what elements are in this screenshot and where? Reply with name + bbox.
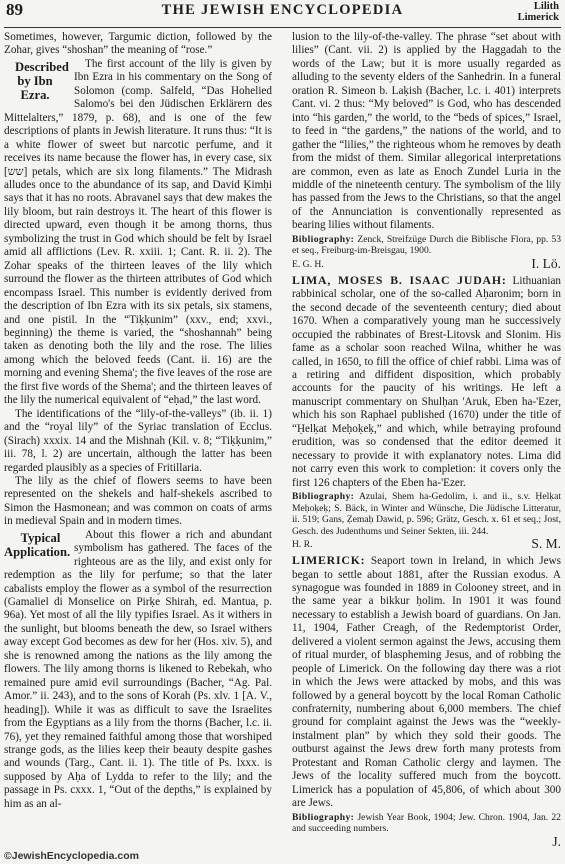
signature-author: J. <box>552 833 561 849</box>
signature <box>292 835 561 849</box>
entry-heading: LIMA, MOSES B. ISAAC JUDAH: <box>292 272 507 287</box>
page-number: 89 <box>6 0 23 19</box>
signature-initials: H. R. <box>292 539 313 551</box>
signature-author: S. M. <box>531 536 561 552</box>
paragraph <box>4 58 272 408</box>
signature <box>292 537 561 551</box>
head-word-first: Lilith <box>533 1 559 12</box>
sidenote-typical-application: Typical Application. <box>4 530 71 559</box>
paragraph: The lily as the chief of flowers seems to have been represented on the shekels and half-shekels ascribed to Simon the Hasmonean; and was common on coats of arms in medieval Spain and in modern times. <box>4 474 272 528</box>
site-watermark: ©JewishEncyclopedia.com <box>4 850 139 862</box>
paragraph: lusion to the lily-of-the-valley. The phrase “set about with lilies” (Cant. vii. 2) is applied by the Haggadah to the words of the Law; but it is more usually regarded as alluding to the seventy elders of the Sanhedrin. In a funeral oration R. Simeon b. Laḳish (Bacher, l.c. i. 401) interprets Cant. vi. 2 thus: “My beloved” is God, who has descended into “his garden,” the world, to the “beds of spices,” Israel, to feed in “the gardens,” the nations of the world, and to gather the “lilies,” the righteous whom he removes by death from the midst of them. Similar allegorical interpretations are common, even as late as Enoch Zundel Luria in the middle of the nineteenth century. The symbolism of the lily has passed from the Jews to the Christians, so that the angel of the Annunciation is conventionally represented as bearing lilies without filaments. <box>292 31 561 232</box>
paragraph-text: The first account of the lily is given by Ibn Ezra in his commentary on the Song of Solomon (comp. Salfeld, “Das Hohelied Salomo's bei den Jüdischen Erklärern des Mittelalters,” 1879, p. 68), and is one of the few descriptions of plants in Jewish literature. It runs thus: “It is a white flower of sweet but narcotic perfume, and it receives its name because the flower has, in every case, six [שש] petals, which are six long filaments.” The Midrash alludes once to the abundance of its sap, and David Ḳimḥi says that it has no roots. Abravanel says that dew makes the lily bloom, but rain destroys it. The heart of this flower is directed upward, even though it be among thorns, thus symbolizing the trust in God which should be felt by Israel amid all afflictions (Lev. R. xxiii. 1; Cant. R. ii. 2). The Zohar speaks of the thirteen leaves of the lily which surround the flower as the thirteen attributes of God which encompass Israel. This number is evidently derived from the description of Ibn Ezra with its six petals, six stamens, and one pistil. In the “Tiḳḳunim” (xxv., end; xxvi., beginning) the theme is varied, the “shoshannah” being taken as denoting both the lily and the rose. The lilies among which the beloved feeds (Cant. ii. 16) are the morning and evening Shema'; the five leaves of the rose are the first five words of the Shema'; and the thirteen leaves of the lily the numerical equivalent of “eḥad,” the last word. <box>4 57 272 407</box>
paragraph-text: About this flower a rich and abundant symbolism has gathered. The faces of the righteous are as the lily, and exist only for redemption as the lily for perfume; so that the later cabalists employ the flower as a symbol of the resurrection (Gamaliel di Monselice on Pirḳe Shirah, ed. Mantua, p. 96a). Yet most of all the lily typifies Israel. As it withers in the sunlight, but blooms beneath the dew, so Israel withers away except God becomes as dew for her (Hos. xiv. 5), and she is renowned among the nations as the lily among the flowers. The lily among thorns is likened to Rebekah, who remained pure amid evil surroundings (Bacher, “Ag. Pal. Amor.” ii. 243), and to the sons of Korah (Ps. xlv. 1 [A. V., heading]). While it was as difficult to save the Israelites from the Egyptians as a lily from the thorns (Bacher, l.c. ii. 76), yet they remained faithful among those that worshiped strange gods, as the lilies keep their beauty despite gashes and wounds (Targ., Cant. ii. 1). The title of Ps. lxxx. is supposed by Aḥa of Lydda to refer to the lily; and the passage in Ps. cxxx. 1, “Out of the depths,” is explained by him as an al- <box>4 528 272 810</box>
head-word-last: Limerick <box>517 12 559 23</box>
header-rule <box>4 27 561 28</box>
bibliography-label: Bibliography: <box>292 811 355 823</box>
bibliography-text: Zenck, Streifzüge Durch die Biblische Flora, pp. 53 et seq., Freiburg-im-Breisgau, 1900. <box>292 233 561 257</box>
paragraph: Sometimes, however, Targumic diction, followed by the Zohar, gives “shoshan” the meaning of “rose.” <box>4 31 272 57</box>
bibliography <box>292 812 561 835</box>
entry-heading: LIMERICK: <box>292 553 366 568</box>
entry-lima <box>292 274 561 490</box>
paragraph <box>4 529 272 812</box>
running-title: THE JEWISH ENCYCLOPEDIA <box>161 2 404 18</box>
right-column <box>292 31 561 852</box>
bibliography <box>292 234 561 257</box>
bibliography-label: Bibliography: <box>292 233 355 245</box>
page-header <box>6 0 559 28</box>
paragraph: The identifications of the “lily-of-the-valleys” (ib. ii. 1) and the “royal lily” of the Syriac translation of Ecclus. (Sirach) xxxix. 14 and the Mishnah (Kil. v. 8; “Tiḳḳunim,” iii. 78, l. 2) are uncertain, although the latter has been regarded plausibly as a species of Fritillaria. <box>4 407 272 474</box>
sidenote-described-by-ibn-ezra: Described by Ibn Ezra. <box>15 59 69 102</box>
entry-text: Seaport town in Ireland, in which Jews began to settle about 1881, after the Russian exodus. A synagogue was founded in 1889 in Colooney street, and in the same year a bikkur ḥolim. In 1901 it was found necessary to establish a Jewish board of guardians. On Jan. 11, 1904, Father Creagh, of the Redemptorist Order, delivered a violent sermon against the Jews, accusing them of ritual murder, of blaspheming Jesus, and of robbing the people of Limerick. On the following day there was a riot in which the Jews were attacked by mobs, and this was followed by a general boycott by the local Roman Catholic confraternity, numbering about 6,000 members. The chief ground for complaint against the Jews was the “weekly-instalment plan” by which they sold their goods. The outburst against the Jews drew forth many protests from Protestant and Roman Catholic clergy and laymen. The Jews of the locality suffered much from the boycott. Limerick has a population of 45,806, of which about 300 are Jews. <box>292 555 561 810</box>
running-head-words <box>518 1 559 23</box>
bibliography-text: Azulai, Shem ha-Gedolim, i. and ii., s.v. Ḥelḳat Meḥoḳeḳ; S. Bäck, in Winter and Wünsche, Die Jüdische Litteratur, ii. 519; Gans, Ẓemaḥ Dawid, p. 596; Grätz, Gesch. x. 61 et seq.; Jost, Gesch. des Judenthums und Seiner Sekten, iii. 244. <box>292 491 562 537</box>
bibliography-label: Bibliography: <box>292 491 355 503</box>
signature-author: I. Lö. <box>531 255 561 271</box>
entry-text: Lithuanian rabbinical scholar, one of the so-called Aḥaronim; born in the second decade of the seventeenth century; died about 1670. When a comparatively young man he successively occupied the rabbinates of Brest-Litovsk and Slonim. His fame as a scholar soon reached Wilna, whither he was called, in 1650, to fill the office of chief rabbi. Lima was of a retiring and diffident disposition, which probably accounts for the paucity of his writings. He left a manuscript commentary on Shulḥan 'Aruk, Eben ha-'Ezer, which his son Raphael published (1670) under the title of “Ḥelḳat Meḥoḳeḳ,” and which, while betraying profound erudition, was so condensed that the editor deemed it necessary to provide it with explanatory notes. Lima did not carry even this work to completion: it covers only the first 126 chapters of the Eben ha-'Ezer. <box>292 274 562 489</box>
bibliography <box>292 491 561 537</box>
left-column <box>4 31 272 811</box>
signature-initials: E. G. H. <box>292 258 324 270</box>
entry-limerick <box>292 554 561 811</box>
signature <box>292 257 561 271</box>
bibliography-text: Jewish Year Book, 1904; Jew. Chron. 1904, Jan. 22 and succeeding numbers. <box>292 811 561 835</box>
